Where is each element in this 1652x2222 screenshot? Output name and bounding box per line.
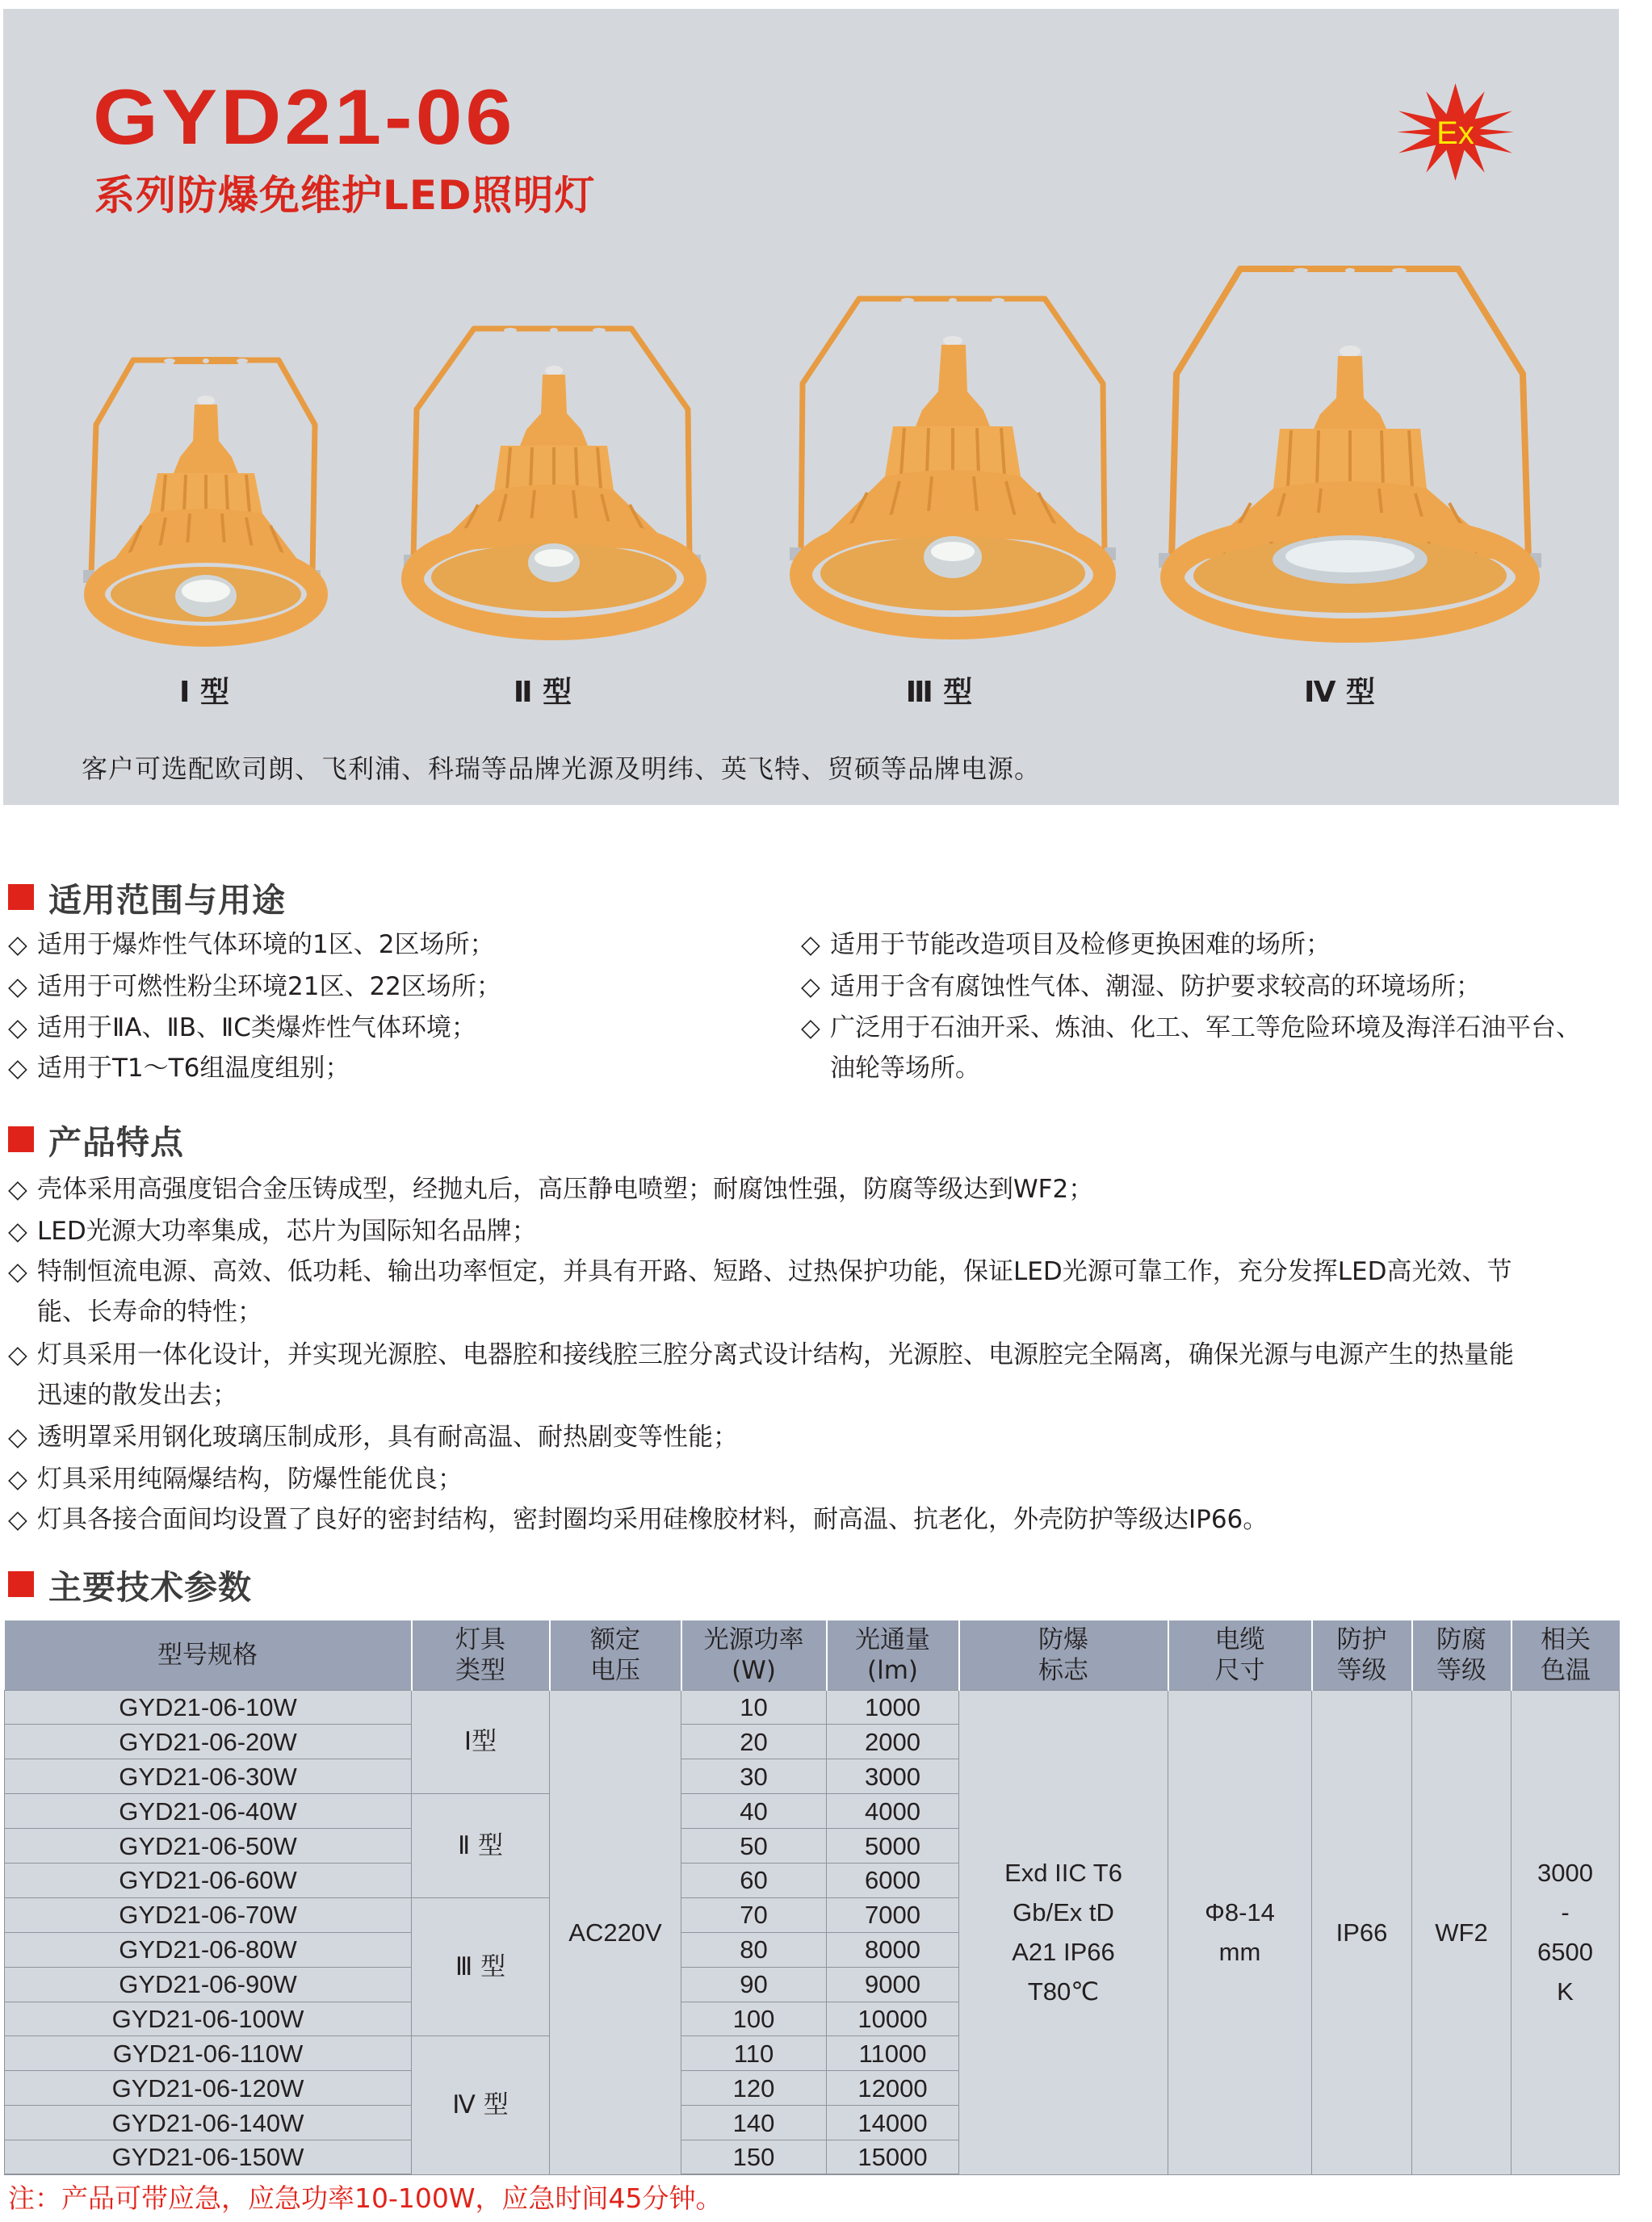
product-title: GYD21-06 [93,73,516,161]
feature-item-continuation: 迅速的散发出去； [37,1381,237,1410]
cell-power: 60 [681,1863,827,1897]
scope-item: ◇ 适用于T1～T6组温度组别； [8,1054,350,1083]
section-marker-icon [8,884,34,910]
hero-panel [3,9,1619,805]
cell-flux: 8000 [827,1932,959,1967]
cell-lamp-type: Ⅱ 型 [412,1794,550,1898]
diamond-bullet-icon: ◇ [8,930,27,959]
cell-power: 30 [681,1759,827,1794]
emergency-footnote: 注：产品可带应急，应急功率10-100W，应急时间45分钟。 [8,2182,723,2214]
spec-table [4,1620,1620,2175]
section-heading-features: 产品特点 [8,1121,184,1157]
cell-model: GYD21-06-80W [5,1932,412,1967]
scope-item: ◇ 适用于ⅡA、ⅡB、ⅡC类爆炸性气体环境； [8,1013,476,1042]
lamp-image-type-4 [1155,261,1545,639]
cell-model: GYD21-06-70W [5,1897,412,1932]
diamond-bullet-icon: ◇ [8,1505,27,1534]
cell-power: 140 [681,2106,827,2140]
feature-item: ◇ 灯具采用一体化设计，并实现光源腔、电器腔和接线腔三腔分离式设计结构，光源腔、电源腔完全隔离，确保光源与电源产生的热量能 [8,1340,1514,1369]
cell-model: GYD21-06-120W [5,2071,412,2106]
col-header-flux: 光通量 (lm) [827,1620,959,1690]
product-subtitle: 系列防爆免维护LED照明灯 [94,172,596,219]
cell-power: 80 [681,1932,827,1967]
explosion-proof-lamp-icon [77,352,335,639]
table-body [5,1690,1620,2174]
col-header-cct: 相关 色温 [1512,1620,1620,1690]
cell-power: 100 [681,2002,827,2036]
diamond-bullet-icon: ◇ [8,1013,27,1042]
cell-power: 70 [681,1897,827,1932]
diamond-bullet-icon: ◇ [8,1054,27,1083]
feature-item: ◇ 特制恒流电源、高效、低功耗、输出功率恒定，并具有开路、短路、过热保护功能，保证LED光源可靠工作，充分发挥LED高光效、节 [8,1257,1512,1286]
col-header-anticorrosion: 防腐 等级 [1412,1620,1512,1690]
lamp-label-type-4: Ⅳ 型 [1303,676,1376,709]
cell-flux: 12000 [827,2071,959,2106]
col-header-voltage: 额定 电压 [550,1620,681,1690]
diamond-bullet-icon: ◇ [8,1340,27,1369]
cell-ip: IP66 [1312,1690,1412,2174]
cell-flux: 4000 [827,1794,959,1829]
lamp-label-type-1: Ⅰ 型 [179,676,229,709]
diamond-bullet-icon: ◇ [801,1013,820,1042]
col-header-model: 型号规格 [5,1620,412,1690]
cell-power: 50 [681,1829,827,1864]
cell-lamp-type: Ⅲ 型 [412,1897,550,2036]
cell-model: GYD21-06-20W [5,1725,412,1759]
cell-model: GYD21-06-100W [5,2002,412,2036]
lamp-image-type-2 [397,321,711,639]
cell-flux: 5000 [827,1829,959,1864]
cell-power: 120 [681,2071,827,2106]
cell-voltage: AC220V [550,1690,681,2174]
table-header-row [5,1620,1620,1690]
cell-flux: 1000 [827,1690,959,1725]
diamond-bullet-icon: ◇ [8,1257,27,1286]
cell-model: GYD21-06-60W [5,1863,412,1897]
lamp-image-type-3 [786,291,1119,639]
scope-item: ◇ 适用于节能改造项目及检修更换困难的场所； [801,930,1331,959]
cell-model: GYD21-06-140W [5,2106,412,2140]
cell-power: 40 [681,1794,827,1829]
brand-options-note: 客户可选配欧司朗、飞利浦、科瑞等品牌光源及明纬、英飞特、贸硕等品牌电源。 [82,753,1042,784]
cell-model: GYD21-06-50W [5,1829,412,1864]
cell-flux: 2000 [827,1725,959,1759]
feature-item: ◇ LED光源大功率集成，芯片为国际知名品牌； [8,1217,537,1246]
cell-flux: 10000 [827,2002,959,2036]
explosion-proof-lamp-icon [1155,261,1545,639]
cell-power: 90 [681,1967,827,2002]
table-row [5,1690,1620,1725]
cell-model: GYD21-06-40W [5,1794,412,1829]
cell-model: GYD21-06-90W [5,1967,412,2002]
diamond-bullet-icon: ◇ [801,972,820,1001]
lamp-image-type-1 [77,352,335,639]
section-heading-scope: 适用范围与用途 [8,879,286,915]
explosion-proof-lamp-icon [786,291,1119,639]
col-header-type: 灯具 类型 [412,1620,550,1690]
diamond-bullet-icon: ◇ [8,1465,27,1494]
cell-power: 150 [681,2140,827,2175]
feature-item: ◇ 灯具采用纯隔爆结构，防爆性能优良； [8,1465,463,1494]
lamp-label-type-2: Ⅱ 型 [513,676,572,709]
cell-flux: 14000 [827,2106,959,2140]
feature-item: ◇ 壳体采用高强度铝合金压铸成型，经抛丸后，高压静电喷塑；耐腐蚀性强，防腐等级达到WF2； [8,1175,1094,1204]
section-heading-specs: 主要技术参数 [8,1566,252,1602]
section-marker-icon [8,1571,34,1597]
diamond-bullet-icon: ◇ [8,972,27,1001]
cell-flux: 11000 [827,2036,959,2071]
ex-badge-text: Ex [1436,115,1474,151]
cell-flux: 7000 [827,1897,959,1932]
col-header-ip: 防护 等级 [1312,1620,1412,1690]
cell-flux: 6000 [827,1863,959,1897]
feature-item: ◇ 灯具各接合面间均设置了良好的密封结构，密封圈均采用硅橡胶材料，耐高温、抗老化，外壳防护等级达IP66。 [8,1505,1268,1534]
cell-cable: Φ8-14 mm [1168,1690,1312,2174]
cell-model: GYD21-06-150W [5,2140,412,2175]
cell-flux: 3000 [827,1759,959,1794]
diamond-bullet-icon: ◇ [8,1423,27,1452]
ex-explosion-proof-badge [1397,82,1514,182]
cell-model: GYD21-06-110W [5,2036,412,2071]
cell-lamp-type: Ⅳ 型 [412,2036,550,2175]
cell-lamp-type: Ⅰ型 [412,1690,550,1794]
diamond-bullet-icon: ◇ [8,1175,27,1204]
diamond-bullet-icon: ◇ [8,1217,27,1246]
cell-ex-mark: Exd IIC T6 Gb/Ex tD A21 IP66 T80℃ [959,1690,1168,2174]
cell-anticorrosion: WF2 [1412,1690,1512,2174]
section-marker-icon [8,1126,34,1152]
col-header-ex-mark: 防爆 标志 [959,1620,1168,1690]
cell-cct: 3000 - 6500 K [1512,1690,1620,2174]
scope-item: ◇ 适用于含有腐蚀性气体、潮湿、防护要求较高的环境场所； [801,972,1481,1001]
lamp-label-type-3: Ⅲ 型 [905,676,973,709]
scope-item-continuation: 油轮等场所。 [830,1054,980,1083]
feature-item: ◇ 透明罩采用钢化玻璃压制成形，具有耐高温、耐热剧变等性能； [8,1423,738,1452]
scope-item: ◇ 适用于爆炸性气体环境的1区、2区场所； [8,930,495,959]
scope-item: ◇ 广泛用于石油开采、炼油、化工、军工等危险环境及海洋石油平台、 [801,1013,1581,1042]
explosion-proof-lamp-icon [397,321,711,639]
cell-flux: 9000 [827,1967,959,2002]
cell-flux: 15000 [827,2140,959,2175]
cell-power: 10 [681,1690,827,1725]
cell-power: 20 [681,1725,827,1759]
diamond-bullet-icon: ◇ [801,930,820,959]
feature-item-continuation: 能、长寿命的特性； [37,1298,262,1327]
scope-item: ◇ 适用于可燃性粉尘环境21区、22区场所； [8,972,501,1001]
cell-model: GYD21-06-30W [5,1759,412,1794]
col-header-power: 光源功率 (W) [681,1620,827,1690]
cell-model: GYD21-06-10W [5,1690,412,1725]
cell-power: 110 [681,2036,827,2071]
col-header-cable: 电缆 尺寸 [1168,1620,1312,1690]
